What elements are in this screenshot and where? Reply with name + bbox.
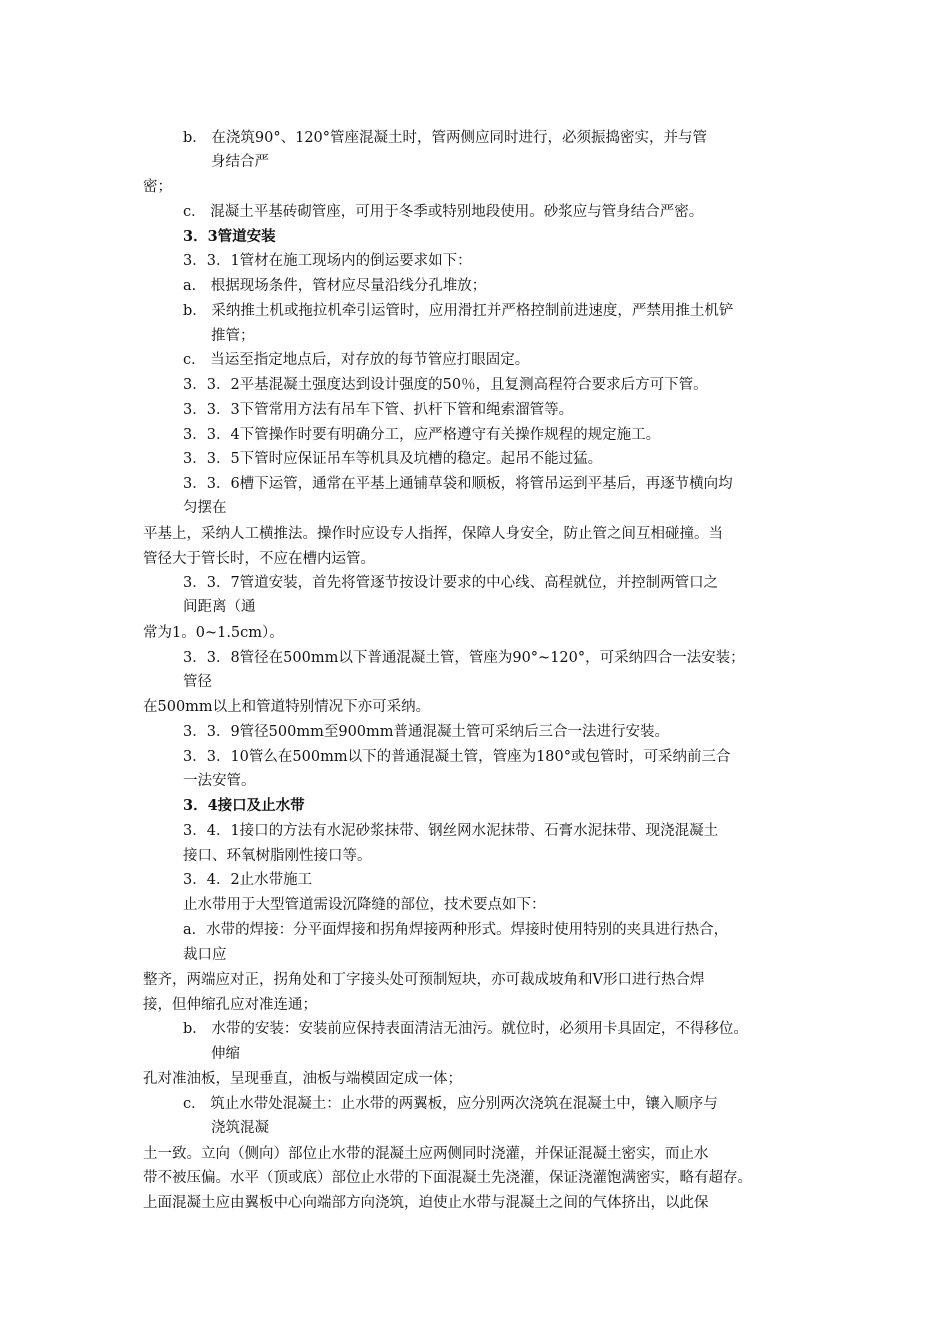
text-line: 伸缩 <box>211 1046 240 1062</box>
text-line: 3．3．3下管常用方法有吊车下管、扒杆下管和绳索溜管等。 <box>183 402 574 418</box>
text-line: 3．4．2止水带施工 <box>183 872 313 888</box>
text-line: 3．3．5下管时应保证吊车等机具及坑槽的稳定。起吊不能过猛。 <box>183 451 603 467</box>
section-heading: 3．3管道安装 <box>183 228 276 245</box>
text-line: 浇筑混凝 <box>211 1120 269 1136</box>
section-heading: 3．4接口及止水带 <box>183 797 305 814</box>
text-line: 土一致。立向（侧向）部位止水带的混凝土应两侧同时浇灌，并保证混凝土密实，而止水 <box>143 1146 709 1162</box>
text-line: 管径大于管长时，不应在槽内运管。 <box>143 551 375 567</box>
text-line: 上面混凝土应由翼板中心向端部方向浇筑，迫使止水带与混凝土之间的气体挤出，以此保 <box>143 1195 709 1211</box>
text-line: 3．3．2平基混凝土强度达到设计强度的50％，且复测高程符合要求后方可下管。 <box>183 377 708 393</box>
text-line: 接口、环氧树脂刚性接口等。 <box>183 848 372 864</box>
text-line: b． 水带的安装：安装前应保持表面清洁无油污。就位时，必须用卡具固定，不得移位。 <box>183 1021 748 1037</box>
text-line: 平基上，采纳人工横推法。操作时应设专人指挥，保障人身安全，防止管之间互相碰撞。当 <box>143 526 723 542</box>
text-line: 带不被压偏。水平（顶或底）部位止水带的下面混凝土先浇灌，保证浇灌饱满密实，略有超存。 <box>143 1170 752 1186</box>
text-line: 接，但伸缩孔应对准连通； <box>143 997 317 1013</box>
text-line: 3．3．7管道安装，首先将管逐节按设计要求的中心线、高程就位，并控制两管口之 <box>183 575 719 591</box>
text-line: a．水带的焊接：分平面焊接和拐角焊接两种形式。焊接时使用特别的夹具进行热合， <box>183 922 729 938</box>
text-line: b． 采纳推土机或拖拉机牵引运管时，应用滑扛并严格控制前进速度，严禁用推土机铲 <box>183 303 734 319</box>
text-line: 密； <box>143 179 172 195</box>
text-line: 3．3．10管么在500mm以下的普通混凝土管，管座为180°或包管时，可采纳前三合 <box>183 749 731 765</box>
text-line: b． 在浇筑90°、120°管座混凝土时，管两侧应同时进行，必须振捣密实，并与管 <box>183 130 708 146</box>
text-line: 3．3．9管径500mm至900mm普通混凝土管可采纳后三合一法进行安装。 <box>183 724 670 740</box>
text-line: 身结合严 <box>211 154 269 170</box>
text-line: 3．4．1接口的方法有水泥砂浆抹带、钢丝网水泥抹带、石膏水泥抹带、现浇混凝土 <box>183 823 719 839</box>
text-line: 匀摆在 <box>183 500 227 516</box>
text-line: 推管； <box>211 328 255 344</box>
text-line: 整齐，两端应对正，拐角处和丁字接头处可预制短块，亦可裁成坡角和V形口进行热合焊 <box>143 972 705 988</box>
text-line: 一法安管。 <box>183 773 256 789</box>
text-line: 在500mm以上和管道特别情况下亦可采纳。 <box>143 699 431 715</box>
text-line: 3．3．1管材在施工现场内的倒运要求如下： <box>183 253 472 269</box>
text-line: a． 根据现场条件，管材应尽量沿线分孔堆放； <box>183 278 487 294</box>
text-line: 管径 <box>183 674 212 690</box>
text-line: 3．3．4下管操作时要有明确分工，应严格遵守有关操作规程的规定施工。 <box>183 427 661 443</box>
text-line: c． 混凝土平基砖砌管座，可用于冬季或特别地段使用。砂浆应与管身结合严密。 <box>183 204 704 220</box>
text-line: 裁口应 <box>183 947 227 963</box>
text-line: 3．3．8管径在500mm以下普通混凝土管，管座为90°~120°，可采纳四合一法安装； <box>183 650 745 666</box>
text-line: c． 当运至指定地点后，对存放的每节管应打眼固定。 <box>183 352 530 368</box>
text-line: 止水带用于大型管道需设沉降缝的部位，技术要点如下： <box>183 897 546 913</box>
text-line: 3．3．6槽下运管，通常在平基上通铺草袋和顺板，将管吊运到平基后，再逐节横向均 <box>183 476 733 492</box>
text-line: 间距离（通 <box>183 599 256 615</box>
text-line: c． 筑止水带处混凝土：止水带的两翼板，应分别两次浇筑在混凝土中，镶入顺序与 <box>183 1096 718 1112</box>
text-line: 孔对准油板，呈现垂直，油板与端模固定成一体； <box>143 1071 462 1087</box>
text-line: 常为1。0~1.5cm）。 <box>143 625 284 641</box>
